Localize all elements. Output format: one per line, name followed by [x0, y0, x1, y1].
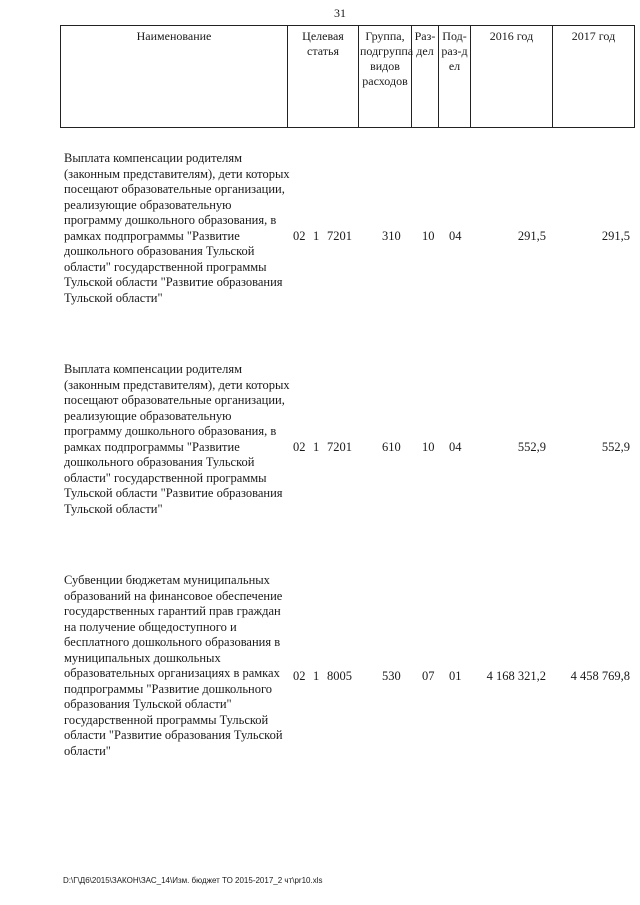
row-code-b: 1	[313, 669, 320, 683]
row-razdel: 10	[422, 229, 435, 243]
header-target: Целевая статья	[288, 26, 359, 128]
row-value-2017: 291,5	[601, 229, 630, 243]
row-code-b: 1	[313, 229, 320, 243]
row-code-c: 7201	[327, 229, 352, 243]
header-razdel: Раз-дел	[412, 26, 439, 128]
row-group: 530	[382, 669, 401, 683]
row-razdel: 10	[422, 440, 435, 454]
row-podrazdel: 01	[449, 669, 462, 683]
row-value-2017: 552,9	[601, 440, 630, 454]
row-code-b: 1	[313, 440, 320, 454]
table-header	[60, 25, 635, 128]
row-group: 310	[382, 229, 401, 243]
row-code-a: 02	[293, 229, 306, 243]
row-value-2016: 291,5	[517, 229, 546, 243]
row-value-2017: 4 458 769,8	[570, 669, 630, 683]
row-group: 610	[382, 440, 401, 454]
row-razdel: 07	[422, 669, 435, 683]
row-podrazdel: 04	[449, 440, 462, 454]
header-group: Группа, подгруппа видов расходов	[359, 26, 412, 128]
header-year-2016: 2016 год	[471, 26, 553, 128]
page-number: 31	[334, 6, 346, 20]
row-code-a: 02	[293, 440, 306, 454]
row-code-a: 02	[293, 669, 306, 683]
row-name: Выплата компенсации родителям (законным представителям), дети которых посещают образовательные организации, реализующие образовательную программу дошкольного образования, в рамках подпрограммы "Развитие дошкольного образования Тульской области" государственной программы Тульской области "Развитие образования Тульской области"	[64, 362, 290, 516]
row-name: Выплата компенсации родителям (законным представителям), дети которых посещают образовательные организации, реализующие образовательную программу дошкольного образования, в рамках подпрограммы "Развитие дошкольного образования Тульской области" государственной программы Тульской области "Развитие образования Тульской области"	[64, 151, 290, 305]
row-podrazdel: 04	[449, 229, 462, 243]
header-name: Наименование	[61, 26, 288, 128]
row-code-c: 8005	[327, 669, 352, 683]
header-year-2017: 2017 год	[553, 26, 635, 128]
header-podrazdel: Под-раз-дел	[439, 26, 471, 128]
row-code-c: 7201	[327, 440, 352, 454]
row-name: Субвенции бюджетам муниципальных образований на финансовое обеспечение государственных гарантий прав граждан на получение общедоступного и бесплатного дошкольного образования в муниципальных дошкольных образовательных организациях в рамках подпрограммы "Развитие дошкольного образования Тульской области" государственной программы Тульской области "Развитие образования Тульской области"	[64, 573, 283, 758]
row-value-2016: 552,9	[517, 440, 546, 454]
row-value-2016: 4 168 321,2	[486, 669, 546, 683]
file-path-footer: D:\Г\Д6\2015\ЗАКОН\ЗАС_14\Изм. бюджет ТО 2015-2017_2 чт\pr10.xls	[63, 876, 323, 885]
